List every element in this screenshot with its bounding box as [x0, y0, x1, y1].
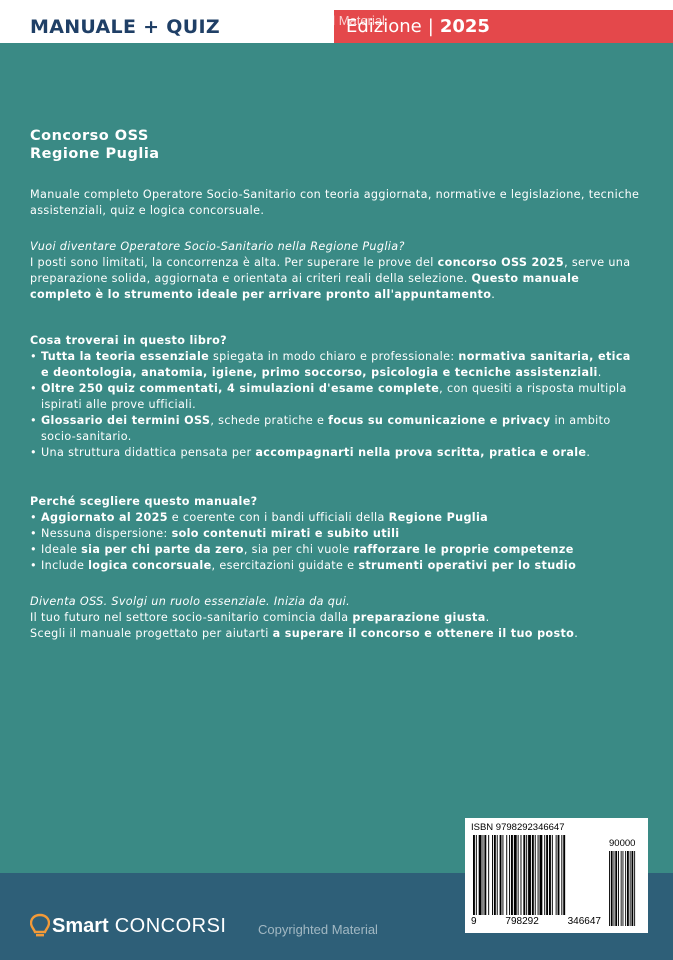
- closing-text: Il tuo futuro nel settore socio-sanitario comincia dalla: [30, 611, 353, 624]
- item-bold: Regione Puglia: [388, 511, 489, 524]
- bottom-watermark: Copyrighted Material: [258, 922, 378, 937]
- price-code: 90000: [609, 838, 636, 849]
- item-text: e coerente con i bandi ufficiali della: [167, 511, 389, 524]
- addon-bar: [634, 851, 635, 926]
- para2-text1: I posti sono limitati, la concorrenza è alta. Per superare le prove del: [30, 256, 438, 269]
- addon-bar: [618, 851, 619, 926]
- barcode-bar: [492, 835, 493, 915]
- item-bold: Oltre 250 quiz commentati, 4 simulazioni d'esame complete: [41, 382, 440, 395]
- barcode-bar: [552, 835, 553, 915]
- barcode-bar: [502, 835, 503, 915]
- list-item: [30, 510, 642, 526]
- closing-line1: [30, 610, 642, 626]
- barcode-bar: [538, 835, 539, 915]
- series-label: MANUALE + QUIZ: [30, 16, 220, 38]
- top-bar: [0, 0, 673, 43]
- addon-bar: [609, 851, 610, 926]
- item-text: Una struttura didattica pensata per: [41, 446, 256, 459]
- isbn-label: ISBN 9798292346647: [471, 822, 565, 833]
- list-item: [30, 349, 642, 381]
- list-item: [30, 558, 642, 574]
- item-bold: sia per chi parte da zero: [81, 543, 244, 556]
- back-cover-text: [30, 127, 642, 642]
- closing-italic: Diventa OSS. Svolgi un ruolo essenziale. Inizia da qui.: [30, 595, 351, 608]
- list-item: [30, 445, 642, 461]
- item-text: , esercitazioni guidate e: [211, 559, 359, 572]
- barcode-digit-group: 346647: [567, 916, 601, 927]
- barcode-bar: [558, 835, 560, 915]
- question-line: [30, 239, 642, 255]
- bulb-icon: [30, 913, 50, 939]
- addon-bar: [611, 851, 613, 926]
- para2-text2: , serve una preparazione solida, aggiornata e orientata ai criteri reali della selezione.: [30, 256, 631, 285]
- barcode-bar: [483, 835, 484, 915]
- barcode-bar: [509, 835, 510, 915]
- publisher-logo: [30, 911, 227, 941]
- barcode-bar: [476, 835, 477, 915]
- item-bold: Glossario dei termini OSS: [41, 414, 211, 427]
- edition-separator: |: [427, 16, 434, 37]
- book-title-line1: Concorso OSS: [30, 128, 149, 144]
- barcode-bar: [535, 835, 536, 915]
- addon-bar: [625, 851, 626, 926]
- item-text: Include: [41, 559, 89, 572]
- barcode-bar: [561, 835, 562, 915]
- barcode-bar: [500, 835, 502, 915]
- section-contents-heading: Cosa troverai in questo libro?: [30, 334, 227, 347]
- list-item: [30, 526, 642, 542]
- addon-bar: [614, 851, 615, 926]
- item-text: .: [597, 366, 602, 379]
- addon-bar: [615, 851, 617, 926]
- barcode-bar: [497, 835, 498, 915]
- barcode-digit-group: 9: [471, 916, 477, 927]
- barcode-bar: [473, 835, 475, 915]
- para2-text3: .: [491, 288, 496, 301]
- item-text: , con quesiti a risposta multipla ispirati alle prove ufficiali.: [41, 382, 627, 411]
- barcode-panel: [465, 818, 648, 933]
- section-why-heading: Perché scegliere questo manuale?: [30, 495, 258, 508]
- closing-line2: [30, 626, 642, 642]
- addon-bar: [632, 851, 634, 926]
- contents-list: [30, 349, 642, 461]
- barcode-digits: [471, 916, 601, 927]
- item-text: Nessuna dispersione:: [41, 527, 172, 540]
- list-item: [30, 542, 642, 558]
- addon-bar: [630, 851, 631, 926]
- barcode-bar: [494, 835, 496, 915]
- barcode-bar: [514, 835, 517, 915]
- para-concorso: [30, 255, 642, 303]
- item-text: , schede pratiche e: [210, 414, 329, 427]
- addon-bar: [621, 851, 622, 926]
- item-bold: normativa sanitaria, etica e deontologia, anatomia, igiene, primo soccorso, psicologia e tecniche assistenziali: [41, 350, 631, 379]
- barcode-bar: [523, 835, 525, 915]
- barcode-bar: [488, 835, 489, 915]
- barcode-bar: [511, 835, 513, 915]
- addon-bar: [627, 851, 629, 926]
- closing-text: Scegli il manuale progettato per aiutarti: [30, 627, 273, 640]
- barcode-bar: [556, 835, 557, 915]
- barcode-bar: [540, 835, 543, 915]
- logo-smart-text: Smart: [52, 914, 109, 937]
- item-text: , sia per chi vuole: [243, 543, 354, 556]
- closing-tagline: [30, 594, 642, 610]
- item-text: .: [586, 446, 591, 459]
- item-text: spiegata in modo chiaro e professionale:: [209, 350, 459, 363]
- item-text: in ambito socio-sanitario.: [41, 414, 611, 443]
- barcode-bar: [521, 835, 522, 915]
- item-text: Ideale: [41, 543, 82, 556]
- item-bold: Aggiornato al 2025: [41, 511, 168, 524]
- item-bold: logica concorsuale: [88, 559, 212, 572]
- why-list: [30, 510, 642, 574]
- item-bold: Tutta la teoria essenziale: [41, 350, 210, 363]
- barcode-bar: [532, 835, 534, 915]
- addon-bar: [623, 851, 624, 926]
- logo-concorsi-text: CONCORSI: [114, 914, 227, 937]
- barcode-bar: [518, 835, 519, 915]
- intro-paragraph: Manuale completo Operatore Socio-Sanitario con teoria aggiornata, normative e legislazione, tecniche assistenziali, quiz e logica concorsuale.: [30, 188, 640, 217]
- closing-text: .: [485, 611, 490, 624]
- barcode-bar: [506, 835, 507, 915]
- barcode-bar: [479, 835, 482, 915]
- barcode-bar: [544, 835, 545, 915]
- closing-text: .: [574, 627, 579, 640]
- barcode-bar: [528, 835, 531, 915]
- barcode-bar: [549, 835, 551, 915]
- book-title-line2: Regione Puglia: [30, 146, 160, 162]
- para2-bold1: concorso OSS 2025: [437, 256, 565, 269]
- edition-year: 2025: [439, 16, 490, 37]
- edition-word: Edizione: [346, 16, 422, 37]
- closing-bold: preparazione giusta: [352, 611, 486, 624]
- item-bold: strumenti operativi per lo studio: [358, 559, 577, 572]
- barcode-digit-group: 798292: [505, 916, 539, 927]
- barcode-bar: [526, 835, 527, 915]
- item-bold: accompagnarti nella prova scritta, pratica e orale: [255, 446, 587, 459]
- item-bold: solo contenuti mirati e subito utili: [171, 527, 400, 540]
- question-text: Vuoi diventare Operatore Socio-Sanitario nella Regione Puglia?: [30, 240, 405, 253]
- para2-bold2: Questo manuale completo è lo strumento ideale per arrivare pronto all'appuntamento: [30, 272, 580, 301]
- closing-bold: a superare il concorso e ottenere il tuo posto: [272, 627, 575, 640]
- barcode-bar: [484, 835, 486, 915]
- top-watermark: Copyrighted Material: [265, 13, 385, 28]
- barcode-bar: [546, 835, 548, 915]
- barcode-bar: [563, 835, 565, 915]
- list-item: [30, 413, 642, 445]
- list-item: [30, 381, 642, 413]
- item-bold: focus su comunicazione e privacy: [328, 414, 551, 427]
- item-bold: rafforzare le proprie competenze: [353, 543, 574, 556]
